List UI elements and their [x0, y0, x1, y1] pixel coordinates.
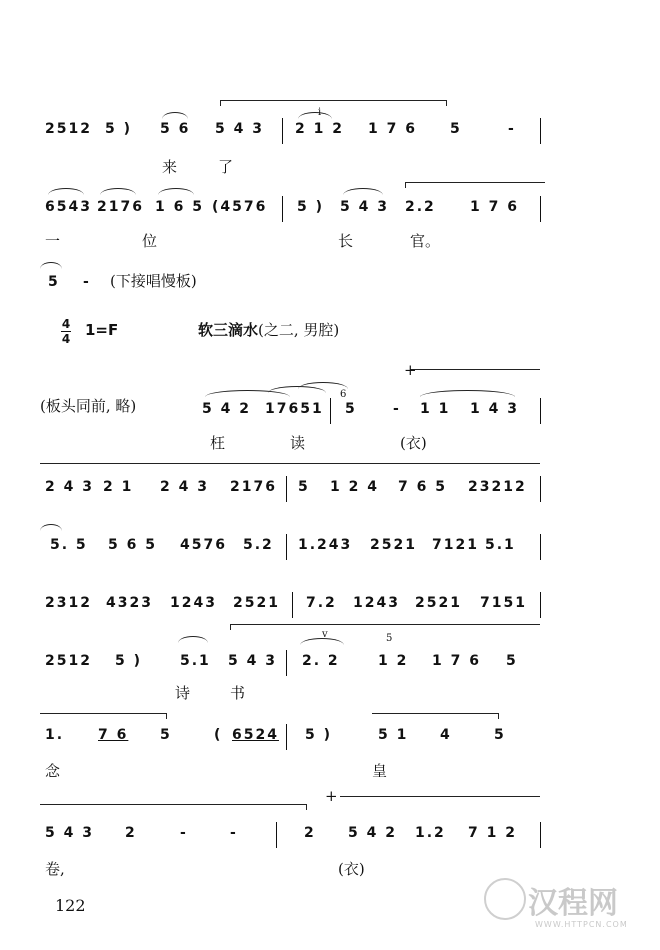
- lyric: 皇: [372, 762, 388, 780]
- note-group: (: [214, 727, 223, 743]
- note-group: 7.2: [306, 595, 337, 611]
- grace-note: i: [318, 107, 322, 118]
- slur: [40, 524, 62, 531]
- note-group: 5 4 3: [340, 199, 389, 215]
- phrase-tick: [306, 804, 307, 810]
- note-group: 1.2: [415, 825, 446, 841]
- bar-line: [282, 118, 283, 144]
- note-group: 1 4 3: [470, 401, 519, 417]
- score-row-8: [0, 652, 660, 686]
- phrase-line: [410, 369, 540, 370]
- note-group: -: [83, 274, 91, 290]
- note-group: 2 1: [103, 479, 134, 495]
- note-group: 2.2: [405, 199, 436, 215]
- note-group: -: [230, 825, 238, 841]
- slur: [158, 188, 194, 195]
- time-signature-top: 4: [61, 317, 71, 331]
- note-group: 2312: [45, 595, 92, 611]
- note-group: 5 4 2: [348, 825, 397, 841]
- phrase-plus: +: [325, 787, 338, 805]
- note-group: 1 7 6: [432, 653, 481, 669]
- bar-line: [276, 822, 277, 848]
- phrase-tick: [166, 713, 167, 719]
- bar-line: [540, 534, 541, 560]
- note-group: (4576: [212, 199, 268, 215]
- note-group: 1.: [45, 727, 65, 743]
- phrase-tick: [220, 100, 221, 106]
- note-group: 7 6 5: [398, 479, 447, 495]
- grace-note: 5: [386, 633, 393, 644]
- lyric: 长: [338, 232, 354, 250]
- note-group: 1243: [353, 595, 400, 611]
- lyric: 官。: [410, 232, 441, 250]
- lyric: 了: [218, 158, 234, 176]
- page-number: 122: [55, 896, 86, 915]
- note-group: 5.1: [485, 537, 516, 553]
- note-group: 5. 5: [50, 537, 88, 553]
- lyric: 读: [290, 434, 306, 452]
- phrase-line: [40, 804, 306, 805]
- watermark-logo-icon: [484, 878, 526, 920]
- grace-note: 6: [340, 389, 347, 400]
- note-group: 7121: [432, 537, 479, 553]
- note-group: 2512: [45, 121, 92, 137]
- intro-note: (板头同前, 略): [40, 397, 137, 415]
- bar-line: [540, 196, 541, 222]
- note-group: 5.1: [180, 653, 211, 669]
- bar-line: [540, 476, 541, 502]
- note-group: 5.2: [243, 537, 274, 553]
- note-group: 7151: [480, 595, 527, 611]
- lyric: 念: [45, 762, 61, 780]
- slur: [420, 390, 515, 397]
- score-row-2: [0, 198, 660, 232]
- bar-line: [540, 592, 541, 618]
- note-group: 2521: [233, 595, 280, 611]
- score-row-7: [0, 594, 660, 628]
- note-group: 2. 2: [302, 653, 340, 669]
- note-group: 5 ): [297, 199, 325, 215]
- note-group: 2521: [415, 595, 462, 611]
- time-signature: [58, 318, 74, 345]
- bar-line: [286, 650, 287, 676]
- lyric: 来: [162, 158, 178, 176]
- note-group: 5: [298, 479, 310, 495]
- note-group: 2 4 3: [160, 479, 209, 495]
- note-group: 5 ): [305, 727, 333, 743]
- bar-line: [292, 592, 293, 618]
- score-row-3: [0, 273, 660, 307]
- note-group: 2176: [230, 479, 277, 495]
- note-group: 17651: [265, 401, 324, 417]
- lyric: 一: [45, 232, 61, 250]
- note-group: 5 4 3: [45, 825, 94, 841]
- slur: [162, 112, 188, 119]
- note-group: 2521: [370, 537, 417, 553]
- phrase-plus: +: [404, 361, 417, 379]
- note-group: 5 4 3: [228, 653, 277, 669]
- note-group: 5 ): [105, 121, 133, 137]
- bar-line: [286, 476, 287, 502]
- phrase-line: [40, 713, 166, 714]
- score-row-10: [0, 824, 660, 858]
- note-group: 2512: [45, 653, 92, 669]
- section-title: [198, 320, 339, 340]
- note-group: 2176: [97, 199, 144, 215]
- note-group: 5 4 3: [215, 121, 264, 137]
- slur: [343, 188, 383, 195]
- note-group: 5: [450, 121, 462, 137]
- phrase-tick: [230, 624, 231, 630]
- score-row-5: [0, 478, 660, 512]
- note-group: 6524: [232, 727, 279, 743]
- note-group: 4323: [106, 595, 153, 611]
- lyric: 卷,: [45, 860, 65, 878]
- phrase-line: [220, 100, 446, 101]
- note-group: 1243: [170, 595, 217, 611]
- phrase-line: [405, 182, 545, 183]
- watermark-text: 汉程网: [528, 886, 618, 921]
- bar-line: [286, 534, 287, 560]
- note-group: 2 4 3: [45, 479, 94, 495]
- note-group: 5 4 2: [202, 401, 251, 417]
- note-group: 1 2: [378, 653, 409, 669]
- accent-mark: v: [322, 629, 328, 640]
- note-group: 5: [506, 653, 518, 669]
- bar-line: [282, 196, 283, 222]
- note-group: 1 7 6: [470, 199, 519, 215]
- note-group: 5: [345, 401, 357, 417]
- note-group: 7 1 2: [468, 825, 517, 841]
- note-group: 5: [160, 727, 172, 743]
- phrase-tick: [405, 182, 406, 188]
- phrase-line: [40, 463, 540, 464]
- lyric: 诗: [175, 684, 191, 702]
- note-group: 7 6: [98, 727, 129, 743]
- lyric: 枉: [210, 434, 226, 452]
- bar-line: [286, 724, 287, 750]
- time-signature-bottom: 4: [61, 332, 71, 346]
- note-group: 2 1 2: [295, 121, 344, 137]
- note-group: 1 2 4: [330, 479, 379, 495]
- note-group: 5: [494, 727, 506, 743]
- score-row-6: [0, 536, 660, 570]
- note-group: 1 1: [420, 401, 451, 417]
- slur: [100, 188, 136, 195]
- bar-line: [540, 118, 541, 144]
- watermark-url: WWW.HTTPCN.COM: [535, 920, 628, 929]
- slur: [48, 188, 84, 195]
- note-group: 4: [440, 727, 452, 743]
- phrase-tick: [446, 100, 447, 106]
- slur: [178, 636, 208, 643]
- key-signature: 1=F: [85, 321, 119, 339]
- note-group: 4576: [180, 537, 227, 553]
- lyric: (衣): [338, 860, 365, 878]
- note-group: 1 7 6: [368, 121, 417, 137]
- note-group: -: [393, 401, 401, 417]
- note-group: 6543: [45, 199, 92, 215]
- note-group: 5 1: [378, 727, 409, 743]
- lyric: 位: [142, 232, 158, 250]
- phrase-tick: [498, 713, 499, 719]
- phrase-line: [230, 624, 540, 625]
- note-group: 1.243: [298, 537, 353, 553]
- note-group: -: [180, 825, 188, 841]
- bar-line: [540, 398, 541, 424]
- section-title-sub: (之二, 男腔): [258, 321, 340, 339]
- note-group: 1 6 5: [155, 199, 204, 215]
- note-group: 23212: [468, 479, 527, 495]
- note-group: 2: [125, 825, 137, 841]
- note-group: -: [508, 121, 516, 137]
- phrase-line: [340, 796, 540, 797]
- slur: [40, 262, 62, 269]
- note-group: 5: [48, 274, 60, 290]
- lyric: (衣): [400, 434, 427, 452]
- score-row-1: [0, 120, 660, 154]
- bar-line: [330, 398, 331, 424]
- note-group: 5 ): [115, 653, 143, 669]
- note-group: 5 6 5: [108, 537, 157, 553]
- slur: [298, 112, 332, 119]
- score-row-9: [0, 726, 660, 760]
- lyric: 书: [230, 684, 246, 702]
- note-group: 2: [304, 825, 316, 841]
- continuation-note: (下接唱慢板): [110, 272, 197, 290]
- score-row-4: [0, 400, 660, 434]
- section-title-main: 软三滴水: [198, 321, 259, 339]
- note-group: 5 6: [160, 121, 191, 137]
- phrase-line: [372, 713, 498, 714]
- bar-line: [540, 822, 541, 848]
